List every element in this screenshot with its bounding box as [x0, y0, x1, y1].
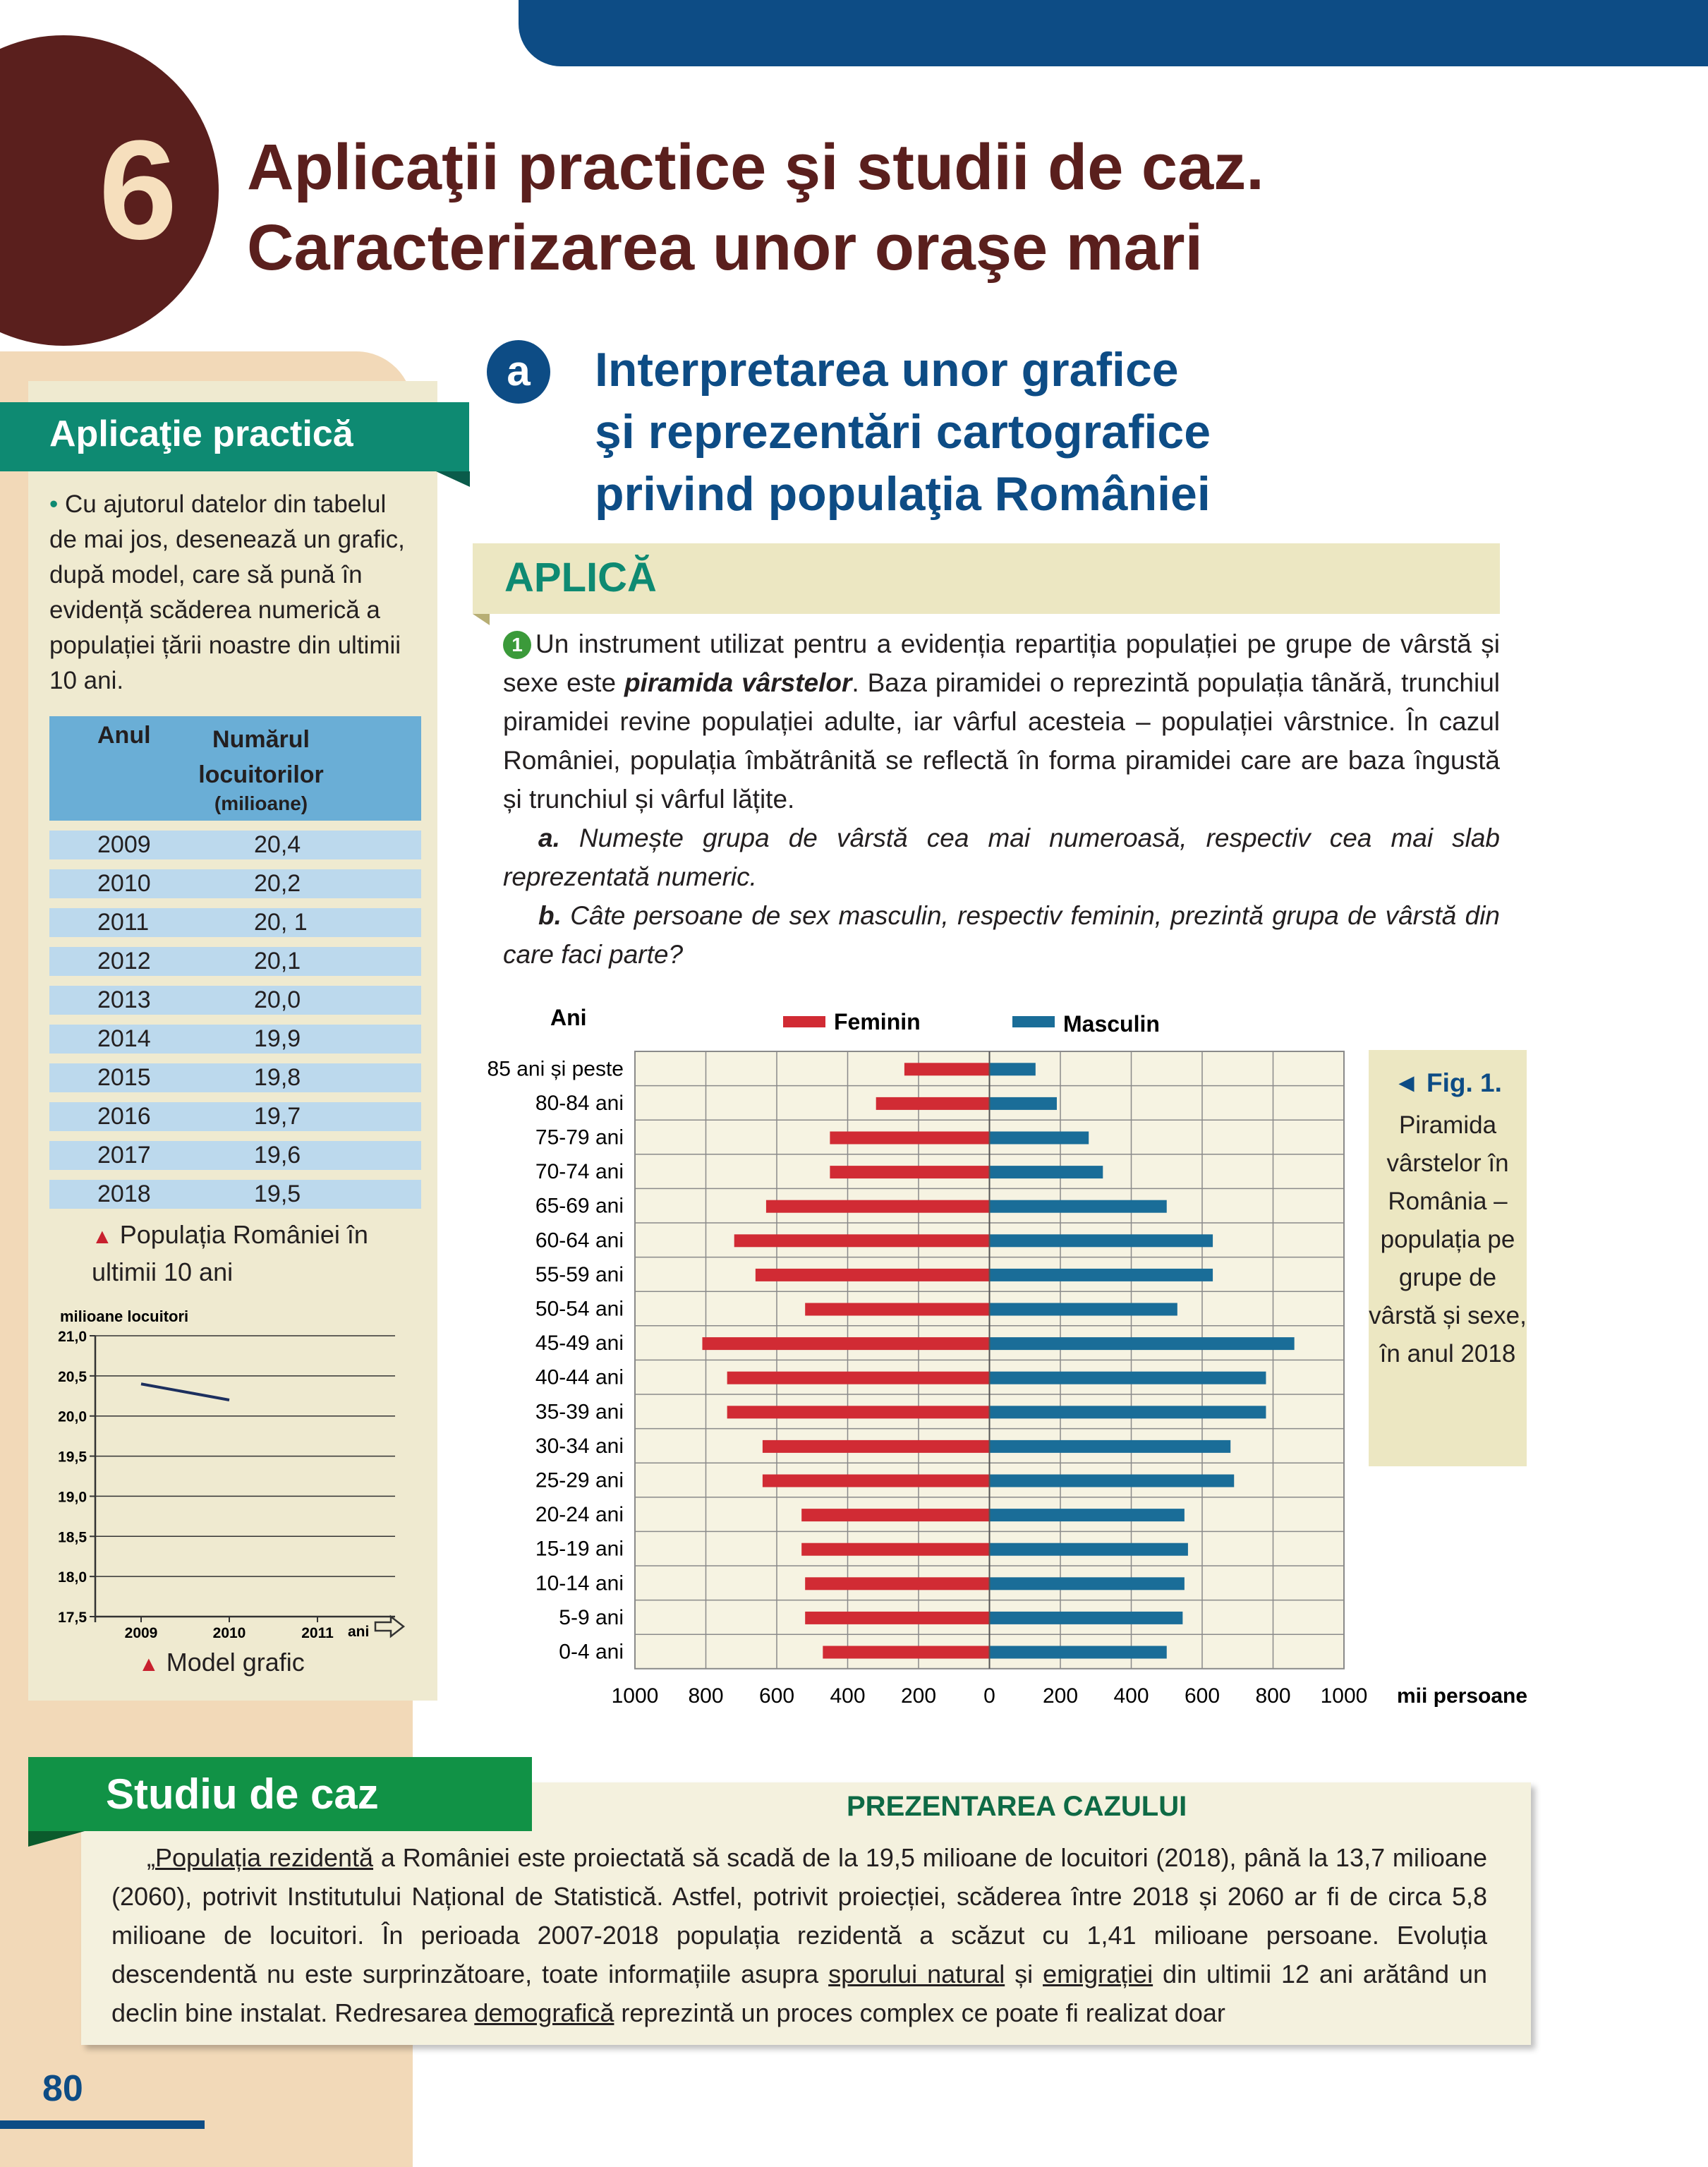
triangle-icon: ▲: [92, 1225, 113, 1248]
bar-masculin: [990, 1132, 1089, 1145]
legend-swatch-masculin: [1012, 1016, 1055, 1027]
bar-masculin: [990, 1200, 1167, 1213]
model-caption-text: Model grafic: [166, 1648, 305, 1677]
aplica-header: APLICĂ: [504, 555, 657, 600]
x-tick-label: 1000: [611, 1684, 659, 1708]
bar-masculin: [990, 1612, 1183, 1624]
y-tick-label: 10-14 ani: [535, 1571, 624, 1595]
figure-caption: Piramida vârstelor în România – populația pe grupe de vârstă și sexe, în anul 2018: [1369, 1111, 1527, 1368]
bar-masculin: [990, 1543, 1188, 1556]
bar-masculin: [990, 1063, 1036, 1075]
bar-feminin: [876, 1097, 990, 1110]
x-tick-label: 600: [758, 1684, 795, 1708]
y-tick-label: 60-64 ani: [535, 1229, 624, 1252]
bar-masculin: [990, 1646, 1167, 1659]
table-row: [49, 831, 421, 859]
x-tick-label: 600: [1184, 1684, 1221, 1708]
y-tick-label: 80-84 ani: [535, 1091, 624, 1115]
table-cell-year: 2009: [97, 831, 151, 858]
table-cell-population: 19,9: [254, 1025, 301, 1052]
y-tick-label: 55-59 ani: [535, 1262, 624, 1286]
table-row: [49, 1025, 421, 1054]
bar-feminin: [766, 1200, 990, 1213]
top-banner: [519, 0, 1708, 66]
y-tick-label: 40-44 ani: [535, 1365, 624, 1389]
bullet-icon: •: [49, 490, 59, 518]
bar-feminin: [801, 1543, 989, 1556]
bar-masculin: [990, 1406, 1266, 1418]
x-tick-label: 800: [1255, 1684, 1291, 1708]
chapter-title: [247, 127, 1264, 288]
exercise-key-term: piramida vârstelor: [624, 668, 852, 697]
chapter-title-line1: Aplicaţii practice şi studii de caz.: [247, 131, 1264, 203]
practical-text: Cu ajutorul datelor din tabelul de mai jos, desenează un grafic, după model, care să pună în evidență scăderea numerică a populației țării noastre din ultimii 10 ani.: [49, 490, 405, 694]
bar-feminin: [734, 1234, 990, 1247]
table-cell-population: 20,0: [254, 986, 301, 1013]
y-tick-label: 20,0: [58, 1408, 87, 1425]
exercise-text-before: Un instrument utilizat pentru a evidenția repartiția populației pe grupe de vârstă și sexe este: [503, 629, 1500, 697]
term-resident-population: Populația rezidentă: [155, 1843, 374, 1872]
series-line: [141, 1384, 229, 1400]
y-tick-label: 21,0: [58, 1329, 87, 1345]
x-tick-label: 0: [983, 1684, 995, 1708]
y-tick-label: 19,5: [58, 1449, 87, 1466]
table-cell-population: 20,2: [254, 870, 301, 897]
x-tick-label: 400: [830, 1684, 866, 1708]
chapter-number: 6: [99, 111, 178, 269]
table-cell-population: 19,7: [254, 1103, 301, 1130]
x-tick-label: 800: [688, 1684, 724, 1708]
bar-feminin: [830, 1132, 989, 1145]
bar-masculin: [990, 1440, 1231, 1453]
y-tick-label: 65-69 ani: [535, 1194, 624, 1218]
y-tick-label: 50-54 ani: [535, 1297, 624, 1321]
page-number: 80: [42, 2068, 83, 2109]
y-tick-label: 19,0: [58, 1489, 87, 1506]
bar-feminin: [727, 1372, 990, 1384]
table-cell-year: 2015: [97, 1064, 151, 1091]
exercise-text-after: . Baza piramidei o reprezintă populația tânără, trunchiul piramidei revine populației adulte, iar vârful acesteia – populației vârstnice. În cazul României, populația îmbătrânită se reflectă în forma piramidei care are baza îngustă și trunchiul și vârful lățite.: [503, 668, 1500, 814]
practical-instructions: [49, 487, 416, 699]
y-tick-label: 45-49 ani: [535, 1332, 624, 1356]
bar-feminin: [904, 1063, 990, 1075]
x-tick-label: 400: [1113, 1684, 1149, 1708]
question-a: [503, 819, 1500, 896]
table-cell-population: 20,1: [254, 948, 301, 974]
x-tick-label: 2009: [124, 1625, 158, 1641]
term-demographic: demografică: [474, 1998, 614, 2027]
question-a-text: Numește grupa de vârstă cea mai numeroasă, respectiv cea mai slab reprezentată numeric.: [503, 823, 1500, 891]
table-header: [49, 716, 421, 821]
table-cell-population: 20, 1: [254, 909, 308, 936]
table-row: [49, 908, 421, 937]
bar-masculin: [990, 1577, 1185, 1590]
y-tick-label: 75-79 ani: [535, 1125, 624, 1149]
exercise-text: [503, 624, 1500, 974]
bar-feminin: [823, 1646, 989, 1659]
table-cell-year: 2014: [97, 1025, 151, 1052]
table-cell-year: 2012: [97, 948, 151, 974]
figure-title: ◄ Fig. 1.: [1393, 1068, 1502, 1097]
bar-feminin: [805, 1577, 989, 1590]
table-body: [49, 831, 421, 1209]
table-cell-year: 2018: [97, 1181, 151, 1207]
x-tick-label: 2010: [212, 1625, 246, 1641]
table-row: [49, 1102, 421, 1131]
section-letter: a: [487, 340, 550, 404]
bar-masculin: [990, 1303, 1177, 1316]
y-tick-label: 20,5: [58, 1368, 87, 1385]
case-text-2: și: [1005, 1960, 1043, 1988]
x-tick-label: 200: [900, 1684, 937, 1708]
practical-header-text: Aplicaţie practică: [49, 414, 353, 454]
population-table: [49, 716, 421, 1209]
legend-swatch-feminin: [783, 1016, 825, 1027]
exercise-paragraph: [503, 624, 1500, 819]
bar-feminin: [702, 1337, 989, 1350]
bar-masculin: [990, 1269, 1213, 1281]
y-tick-label: 35-39 ani: [535, 1400, 624, 1424]
table-cell-year: 2010: [97, 870, 151, 897]
table-cell-population: 19,5: [254, 1181, 301, 1207]
case-study-fold: [28, 1831, 85, 1847]
table-cell-population: 20,4: [254, 831, 301, 858]
case-study-header-text: Studiu de caz: [106, 1770, 379, 1818]
table-row: [49, 1141, 421, 1170]
y-tick-label: 85 ani și peste: [487, 1057, 624, 1081]
question-b: [503, 896, 1500, 974]
y-tick-label: 70-74 ani: [535, 1160, 624, 1184]
table-caption-text: Populația României în ultimii 10 ani: [92, 1220, 368, 1286]
table-row: [49, 1180, 421, 1209]
arrow-right-icon: [375, 1617, 404, 1636]
x-axis-title: ani: [348, 1624, 370, 1640]
y-tick-label: 15-19 ani: [535, 1537, 624, 1561]
y-tick-label: 5-9 ani: [559, 1605, 624, 1629]
bar-feminin: [763, 1475, 990, 1487]
x-tick-label: 2011: [301, 1625, 334, 1641]
table-cell-year: 2013: [97, 986, 151, 1013]
y-tick-label: 18,5: [58, 1529, 87, 1546]
table-cell-population: 19,8: [254, 1064, 301, 1091]
case-text-1: a României este proiectată să scadă de la 19,5 milioane de locuitori (2018), până la 13,7 milioane (2060), potrivit Institutului Național de Statistică. Astfel, potrivit proiecției, scăderea între 2018 și 2060 ar fi de circa 5,8 milioane de locuitori. În perioada 2007-2018 populația rezidentă a scăzut cu 1,41 milioane persoane. Evoluția descendentă nu este surprinzătoare, toate informațiile asupra: [111, 1843, 1487, 1988]
y-tick-label: 18,0: [58, 1569, 87, 1586]
question-b-label: b.: [538, 901, 562, 930]
aplica-fold: [473, 614, 490, 625]
bar-feminin: [756, 1269, 990, 1281]
table-header-population: Numărul locuitorilor: [198, 726, 324, 788]
y-tick-label: 17,5: [58, 1610, 87, 1626]
question-a-label: a.: [538, 823, 560, 852]
bar-feminin: [830, 1166, 989, 1178]
quote-mark: „: [147, 1843, 155, 1872]
table-row: [49, 869, 421, 898]
question-b-text: Câte persoane de sex masculin, respectiv feminin, prezintă grupa de vârstă din care faci parte?: [503, 901, 1501, 969]
bar-masculin: [990, 1509, 1185, 1521]
bar-feminin: [805, 1303, 989, 1316]
table-cell-year: 2017: [97, 1142, 151, 1169]
bar-masculin: [990, 1166, 1103, 1178]
bar-feminin: [763, 1440, 990, 1453]
bar-masculin: [990, 1372, 1266, 1384]
y-tick-label: 20-24 ani: [535, 1503, 624, 1527]
table-row: [49, 947, 421, 976]
table-row: [49, 986, 421, 1015]
page-number-bar: [0, 2120, 205, 2129]
table-caption: [92, 1217, 388, 1290]
x-axis-unit: mii persoane: [1397, 1684, 1528, 1708]
table-cell-population: 19,6: [254, 1142, 301, 1169]
case-text-4: reprezintă un proces complex ce poate fi realizat doar: [614, 1998, 1225, 2027]
x-tick-label: 1000: [1320, 1684, 1368, 1708]
y-axis-title: Ani: [550, 1005, 587, 1030]
exercise-number: 1: [503, 631, 531, 659]
chapter-title-line2: Caracterizarea unor oraşe mari: [247, 212, 1204, 284]
bar-masculin: [990, 1337, 1295, 1350]
table-cell-year: 2011: [97, 909, 150, 936]
case-text-3: din ultimii 12 ani arătând un declin bine instalat. Redresarea: [111, 1960, 1487, 2027]
bar-masculin: [990, 1475, 1235, 1487]
y-tick-label: 0-4 ani: [559, 1640, 624, 1664]
bar-masculin: [990, 1234, 1213, 1247]
bar-feminin: [727, 1406, 990, 1418]
model-caption: [138, 1648, 305, 1677]
practical-header-fold: [436, 471, 470, 487]
section-title-line3: privind populaţia României: [595, 467, 1211, 521]
table-header-year: Anul: [97, 722, 151, 749]
section-title-line1: Interpretarea unor grafice: [595, 343, 1179, 397]
line-chart-group: [58, 1308, 404, 1641]
term-emigration: emigrației: [1043, 1960, 1153, 1988]
y-axis-title: milioane locuitori: [60, 1308, 189, 1325]
x-tick-label: 200: [1042, 1684, 1079, 1708]
table-cell-year: 2016: [97, 1103, 151, 1130]
y-tick-label: 30-34 ani: [535, 1434, 624, 1458]
bar-feminin: [801, 1509, 989, 1521]
y-tick-label: 25-29 ani: [535, 1468, 624, 1492]
term-natural-growth: sporului natural: [828, 1960, 1005, 1988]
table-header-unit: (milioane): [214, 792, 308, 814]
legend-label-feminin: Feminin: [834, 1009, 921, 1034]
triangle-icon: ▲: [138, 1653, 159, 1676]
case-study-text: [111, 1838, 1487, 2032]
section-title: [595, 339, 1211, 525]
legend-label-masculin: Masculin: [1063, 1011, 1160, 1037]
bar-feminin: [805, 1612, 989, 1624]
bar-masculin: [990, 1097, 1057, 1110]
section-title-line2: şi reprezentări cartografice: [595, 405, 1211, 459]
model-line-chart: [42, 1302, 423, 1648]
table-row: [49, 1063, 421, 1092]
case-presentation-title: PREZENTAREA CAZULUI: [847, 1791, 1187, 1822]
